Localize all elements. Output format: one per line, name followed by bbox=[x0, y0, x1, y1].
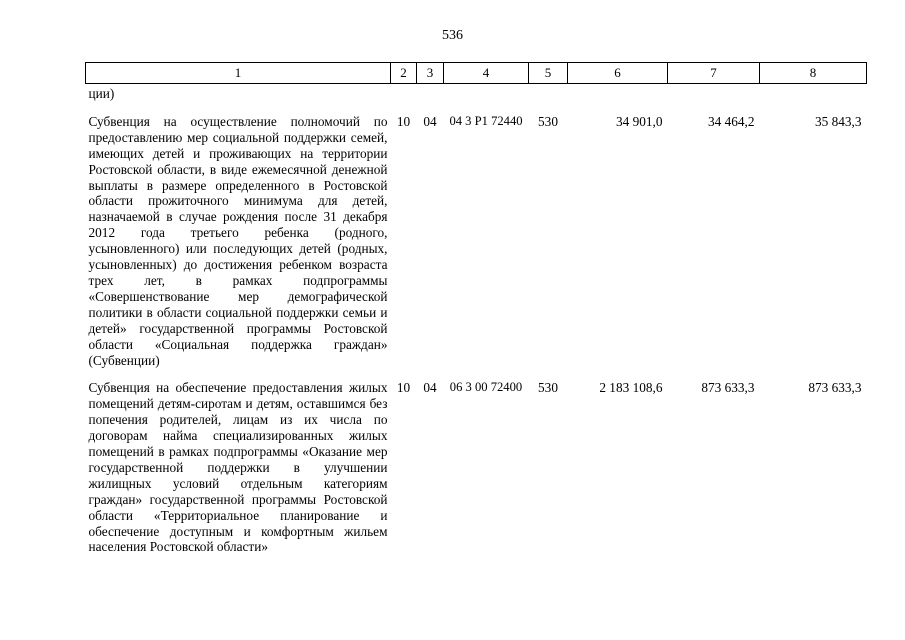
continuation-row bbox=[86, 84, 867, 102]
row-description: Субвенция на осуществление полномочий по предоставлению мер социальной поддержки семей, имеющих детей и проживающих на территории Ростовской области, в виде ежемесячной денежной выплаты в размере определенного в Ростовской области прожиточного минимума для детей, назначаемой в случае рождения после 31 декабря 2012 года третьего ребенка (родного, усыновленного) или последующих детей (родных, усыновленных) до достижения ребенком возраста трех лет, в рамках подпрограммы «Совершенствование мер демографической политики в области социальной поддержки семьи и детей» государственной программы Ростовской области «Социальная поддержка граждан» (Субвенции) bbox=[88, 113, 388, 368]
target-code: 06 3 00 72400 bbox=[449, 380, 523, 395]
subsection-code: 04 bbox=[423, 113, 437, 129]
column-header-8: 8 bbox=[760, 63, 867, 84]
table-row bbox=[86, 102, 867, 369]
section-code: 10 bbox=[396, 113, 411, 129]
column-header-3: 3 bbox=[417, 63, 444, 84]
budget-table bbox=[85, 62, 867, 555]
amount-col-6: 34 901,0 bbox=[615, 113, 663, 129]
page-number: 536 bbox=[442, 28, 463, 43]
continuation-text: ции) bbox=[88, 86, 115, 101]
expense-type-code: 530 bbox=[538, 380, 558, 396]
section-code: 10 bbox=[396, 380, 411, 396]
header-row bbox=[86, 63, 867, 84]
expense-type-code: 530 bbox=[538, 113, 558, 129]
amount-col-8: 873 633,3 bbox=[808, 380, 862, 396]
target-code: 04 3 P1 72440 bbox=[449, 113, 523, 128]
column-header-6: 6 bbox=[568, 63, 668, 84]
amount-col-7: 873 633,3 bbox=[701, 380, 755, 396]
subsection-code: 04 bbox=[423, 380, 437, 396]
column-header-5: 5 bbox=[529, 63, 568, 84]
amount-col-7: 34 464,2 bbox=[707, 113, 755, 129]
row-description: Субвенция на обеспечение предоставления жилых помещений детям-сиротам и детям, оставшимся без попечения родителей, лицам из их числа по договорам найма специализированных жилых помещений в рамках подпрограммы «Оказание мер государственной поддержки в улучшении жилищных условий отдельным категориям граждан» государственной программы Ростовской области «Территориальное планирование и обеспечение доступным и комфортным жильем населения Ростовской области» bbox=[88, 380, 388, 555]
amount-col-8: 35 843,3 bbox=[814, 113, 862, 129]
table-row bbox=[86, 368, 867, 555]
amount-col-6: 2 183 108,6 bbox=[599, 380, 663, 396]
column-header-1: 1 bbox=[86, 63, 391, 84]
column-header-4: 4 bbox=[444, 63, 529, 84]
column-header-2: 2 bbox=[391, 63, 417, 84]
column-header-7: 7 bbox=[668, 63, 760, 84]
